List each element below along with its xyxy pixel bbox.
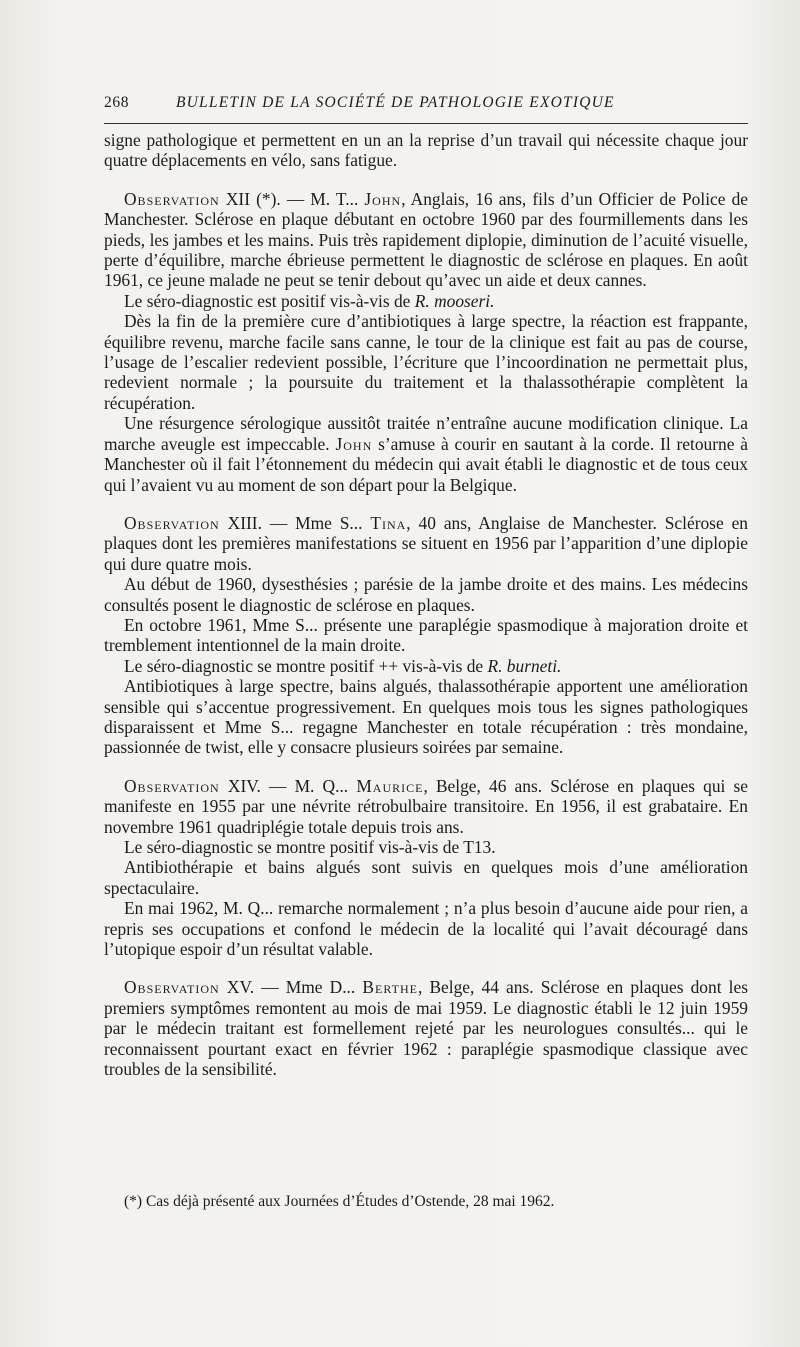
paragraph — [104, 413, 748, 495]
observation-number: XIII. — Mme S... — [219, 512, 371, 533]
patient-name: John — [335, 433, 373, 454]
observation-number: XII (*). — M. T... — [219, 188, 365, 209]
paragraph: signe pathologique et permettent en un an la reprise d’un travail qui nécessite chaque jour quatre déplacements en vélo, sans fatigue. — [104, 130, 748, 171]
page-number: 268 — [104, 94, 130, 111]
paragraph-text: s’amuse à courir en sautant à la corde. Il retourne à Manchester où il fait l’étonnement du médecin qui avait établi le diagnostic et de tous ceux qui l’avaient vu au moment de son départ pour la Belgique. — [104, 433, 748, 495]
paragraph: Antibiothérapie et bains algués sont suivis en quelques mois d’une amélioration spectaculaire. — [104, 857, 748, 898]
patient-name: Berthe — [362, 977, 418, 998]
observation-xiv — [104, 776, 748, 837]
observation-text: , Anglais, 16 ans, fils d’un Officier de Police de Manchester. Sclérose en plaque débutant en octobre 1960 par des fourmillements dans les pieds, les jambes et les mains. Puis très rapidement diplopie, diminution de l’acuité visuelle, perte d’équilibre, marche ébrieuse permettent le diagnostic de sclérose en plaques. En août 1961, ce jeune malade ne peut se tenir debout qu’avec un aide et deux cannes. — [104, 188, 749, 291]
species-name: R. burneti. — [487, 655, 562, 676]
observation-label: Observation — [124, 188, 220, 209]
journal-title: BULLETIN DE LA SOCIÉTÉ DE PATHOLOGIE EXOTIQUE — [176, 94, 615, 111]
paragraph: Le séro-diagnostic se montre positif vis-à-vis de T13. — [124, 837, 496, 857]
observation-number: XIV. — M. Q... — [219, 775, 357, 796]
species-name: R. mooseri. — [414, 290, 495, 311]
paragraph: Antibiotiques à large spectre, bains algués, thalassothérapie apportent une amélioration sensible qui s’accentue progressivement. En quelques mois tous les signes pathologiques disparaissent et Mme S... regagne Manchester en totale récupération : très mondaine, passionnée de twist, elle y consacre plusieurs soirées par semaine. — [104, 676, 748, 758]
paragraph — [104, 656, 748, 676]
observation-label: Observation — [124, 775, 220, 796]
patient-name: Tina — [370, 512, 407, 533]
patient-name: John — [364, 188, 402, 209]
observation-text: , Belge, 46 ans. Sclérose en plaques qui se manifeste en 1955 par une névrite rétrobulbaire transitoire. En 1956, il est grabataire. En novembre 1961 quadriplégie totale depuis trois ans. — [104, 775, 748, 837]
observation-xv — [104, 977, 748, 1079]
paragraph: Au début de 1960, dysesthésies ; parésie de la jambe droite et des mains. Les médecins consultés posent le diagnostic de sclérose en plaques. — [104, 574, 748, 615]
paragraph-text: Une résurgence sérologique aussitôt traitée n’entraîne aucune modification clinique. La marche aveugle est impeccable. — [104, 413, 748, 454]
patient-name: Maurice — [356, 775, 424, 796]
body-text — [104, 130, 748, 1079]
observation-xii — [104, 189, 748, 291]
footnote: (*) Cas déjà présenté aux Journées d’Études d’Ostende, 28 mai 1962. — [124, 1193, 555, 1210]
observation-xiii — [104, 513, 748, 574]
observation-text: , 40 ans, Anglaise de Manchester. Sclérose en plaques dont les premières manifestations se situent en 1956 par l’apparition d’une diplopie qui dure quatre mois. — [104, 512, 748, 574]
paragraph: Dès la fin de la première cure d’antibiotiques à large spectre, la réaction est frappante, équilibre revenu, marche facile sans canne, le tour de la clinique est fait au pas de course, l’usage de l’escalier redevient possible, l’écriture que l’incoordination ne permettait plus, redevient normale ; la poursuite du traitement et la thalassothérapie complètent la récupération. — [104, 311, 748, 413]
paragraph: En octobre 1961, Mme S... présente une paraplégie spasmodique à majoration droite et tremblement intentionnel de la main droite. — [104, 614, 748, 656]
observation-text: , Belge, 44 ans. Sclérose en plaques dont les premiers symptômes remontent au mois de mai 1959. Le diagnostic établi le 12 juin 1959 par le médecin traitant est formellement rejeté par les neurologues consultés... qui le reconnaissent pourtant exact en février 1962 : paraplégie spasmodique classique avec troubles de la sensibilité. — [104, 977, 748, 1080]
observation-label: Observation — [124, 977, 220, 998]
paragraph-text: Le séro-diagnostic se montre positif ++ vis-à-vis de — [124, 655, 488, 676]
observation-number: XV. — Mme D... — [219, 977, 363, 998]
paragraph — [104, 291, 748, 311]
paragraph-text: Le séro-diagnostic est positif vis-à-vis de — [124, 290, 415, 311]
paragraph: En mai 1962, M. Q... remarche normalement ; n’a plus besoin d’aucune aide pour rien, a repris ses occupations et confond le médecin de la localité qui l’avait découragé dans l’utopique espoir d’un résultat valable. — [104, 898, 748, 960]
observation-label: Observation — [124, 512, 220, 533]
header-rule — [104, 123, 748, 124]
